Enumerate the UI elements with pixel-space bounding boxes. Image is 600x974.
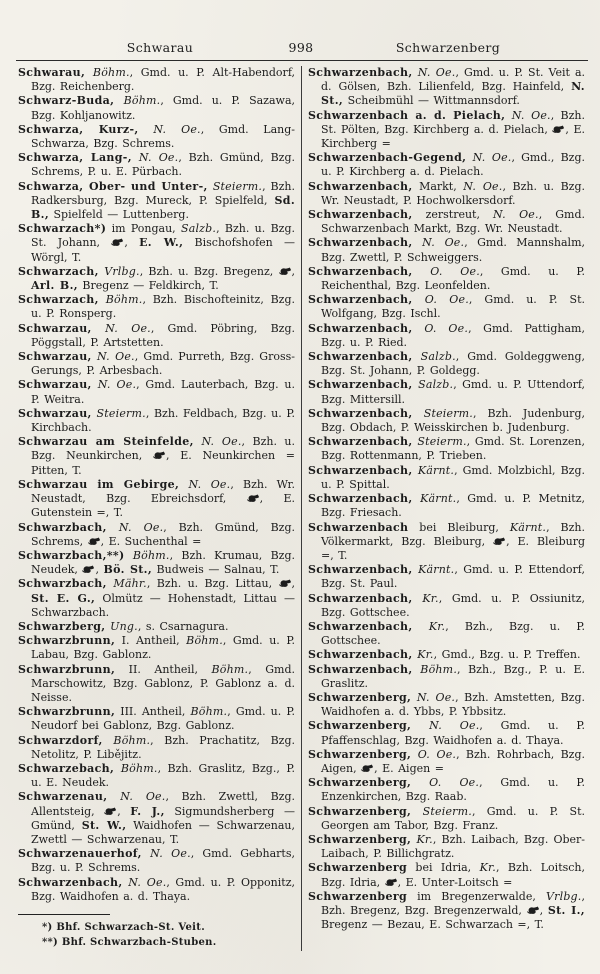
gazetteer-entry: Schwarzenberg, O. Oe., Bzh. Rohrbach, Bzg. Aigen, , E. Aigen = bbox=[308, 747, 585, 775]
gazetteer-entry: Schwarzenauerhof, N. Oe., Gmd. Gebharts, Bzg. u. P. Schrems. bbox=[18, 847, 295, 875]
gazetteer-entry: Schwarzebach, Böhm., Bzh. Graslitz, Bzg., P. u. E. Neudek. bbox=[18, 761, 295, 790]
header-right-keyword: Schwarzenberg bbox=[395, 40, 501, 55]
page-header bbox=[0, 0, 600, 58]
gazetteer-entry: Schwarzenberg bei Idria, Kr., Bzh. Loitsch, Bzg. Idria, , E. Unter-Loitsch = bbox=[308, 861, 586, 889]
gazetteer-entry: Schwarzenbach, N. Oe., Gmd. u. P. Opponitz, Bzg. Waidhofen a. d. Thaya. bbox=[18, 875, 295, 903]
column-divider bbox=[301, 66, 302, 951]
gazetteer-entry: Schwarzach, Böhm., Bzh. Bischofteinitz, Bzg. u. P. Ronsperg. bbox=[18, 293, 296, 321]
post-horn-icon bbox=[385, 876, 398, 890]
text-columns bbox=[0, 58, 600, 951]
gazetteer-entry: Schwarzenberg, Kr., Bzh. Laibach, Bzg. Ober-Laibach, P. Billichgratz. bbox=[308, 832, 585, 861]
gazetteer-entry: Schwarzdorf, Böhm., Bzh. Prachatitz, Bzg. Netolitz, P. Libějitz. bbox=[18, 733, 295, 761]
gazetteer-entry: Schwarzau im Gebirge, N. Oe., Bzh. Wr. Neustadt, Bzg. Ebreichsdorf, , E. Gutenstein =, T. bbox=[18, 477, 295, 520]
post-horn-icon bbox=[493, 535, 506, 549]
gazetteer-entry: Schwarzau, N. Oe., Gmd. Lauterbach, Bzg. u. P. Weitra. bbox=[18, 378, 295, 406]
gazetteer-entry: Schwarzenberg, Steierm., Gmd. u. P. St. Georgen am Tabor, Bzg. Franz. bbox=[308, 804, 585, 832]
gazetteer-entry: Schwarzenbach, N. Oe., Gmd. u. P. St. Veit a. d. Gölsen, Bzh. Lilienfeld, Bzg. Hainfeld, N. St., Scheibmühl — Wittmannsdorf. bbox=[308, 66, 585, 108]
entries-left bbox=[18, 66, 295, 904]
post-horn-icon bbox=[82, 563, 95, 577]
post-horn-icon bbox=[279, 265, 292, 279]
post-horn-icon bbox=[104, 805, 117, 819]
gazetteer-entry: Schwarzenbach, Salzb., Gmd. u. P. Uttendorf, Bzg. Mittersill. bbox=[308, 378, 586, 406]
gazetteer-entry: Schwarzbrunn, II. Antheil, Böhm., Gmd. Marschowitz, Bzg. Gablonz, P. Gablonz a. d. Neisse. bbox=[18, 662, 295, 704]
post-horn-icon bbox=[153, 449, 166, 463]
gazetteer-entry: Schwarzenberg im Bregenzerwalde, Vrlbg., Bzh. Bregenz, Bzg. Bregenzerwald, , St. I., Bregenz — Bezau, E. Schwarzach =, T. bbox=[308, 889, 585, 932]
post-horn-icon bbox=[527, 904, 540, 918]
footnote: **) Bhf. Schwarzbach-Stuben. bbox=[42, 937, 217, 949]
gazetteer-entry: Schwarzenbach, Steierm., Bzh. Judenburg, Bzg. Obdach, P. Weisskirchen b. Judenburg. bbox=[308, 406, 585, 435]
gazetteer-entry: Schwarza, Kurz-, N. Oe., Gmd. Lang-Schwarza, Bzg. Schrems. bbox=[18, 122, 295, 151]
gazetteer-entry: Schwarzenbach, O. Oe., Gmd. u. P. Reichenthal, Bzg. Leonfelden. bbox=[308, 264, 585, 293]
post-horn-icon bbox=[361, 762, 374, 776]
gazetteer-entry: Schwarza, Lang-, N. Oe., Bzh. Gmünd, Bzg. Schrems, P. u. E. Pürbach. bbox=[18, 151, 295, 179]
gazetteer-entry: Schwarzenau, N. Oe., Bzh. Zwettl, Bzg. Allentsteig, , F. J., Sigmundsherberg — Gmünd, St. W., Waidhofen — Schwarzenau, Zwettl — Schwarzenau, T. bbox=[18, 790, 296, 846]
gazetteer-entry: Schwarzenbach, Salzb., Gmd. Goldeggweng, Bzg. St. Johann, P. Goldegg. bbox=[308, 350, 585, 378]
gazetteer-entry: Schwarzenbach, Kr., Gmd. u. P. Ossiunitz, Bzg. Gottschee. bbox=[308, 591, 585, 619]
gazetteer-entry: Schwarzbach,**) Böhm., Bzh. Krumau, Bzg. Neudek, , Bö. St., Budweis — Salnau, T. bbox=[18, 548, 295, 577]
gazetteer-entry: Schwarzbach, Mähr., Bzh. u. Bzg. Littau, , St. E. G., Olmütz — Hohenstadt, Littau — Schwarzbach. bbox=[18, 577, 295, 619]
gazetteer-entry: Schwarzenbach, Kr., Gmd., Bzg. u. P. Treffen. bbox=[308, 648, 581, 662]
column-right bbox=[308, 66, 585, 951]
gazetteer-entry: Schwarzbach, N. Oe., Bzh. Gmünd, Bzg. Schrems, , E. Suchenthal = bbox=[18, 520, 295, 548]
gazetteer-entry: Schwarzenbach, Böhm., Bzh., Bzg., P. u. E. Graslitz. bbox=[308, 662, 585, 690]
gazetteer-entry: Schwarzenbach bei Bleiburg, Kärnt., Bzh. Völkermarkt, Bzg. Bleiburg, , E. Bleiburg =, T. bbox=[308, 520, 585, 562]
footnote-rule bbox=[18, 914, 110, 915]
footnote-block bbox=[18, 914, 295, 951]
footnote: *) Bhf. Schwarzach-St. Veit. bbox=[42, 921, 205, 933]
gazetteer-entry: Schwarzenbach-Gegend, N. Oe., Gmd., Bzg. u. P. Kirchberg a. d. Pielach. bbox=[308, 151, 585, 179]
gazetteer-entry: Schwarzau, Steierm., Bzh. Feldbach, Bzg. u. P. Kirchbach. bbox=[18, 406, 295, 435]
gazetteer-entry: Schwarzenbach, Kärnt., Gmd. u. P. Ettendorf, Bzg. St. Paul. bbox=[308, 563, 585, 591]
post-horn-icon bbox=[247, 492, 260, 506]
gazetteer-entry: Schwarz-Buda, Böhm., Gmd. u. P. Sazawa, Bzg. Kohljanowitz. bbox=[18, 94, 295, 122]
gazetteer-entry: Schwarzenbach a. d. Pielach, N. Oe., Bzh. St. Pölten, Bzg. Kirchberg a. d. Pielach, , E. Kirchberg = bbox=[308, 108, 585, 151]
page-number: 998 bbox=[288, 40, 314, 55]
gazetteer-entry: Schwarzau, N. Oe., Gmd. Pöbring, Bzg. Pöggstall, P. Artstetten. bbox=[18, 321, 295, 349]
gazetteer-entry: Schwarza, Ober- und Unter-, Steierm., Bzh. Radkersburg, Bzg. Mureck, P. Spielfeld, Sd. B., Spielfeld — Luttenberg. bbox=[18, 179, 296, 222]
gazetteer-entry: Schwarzenbach, O. Oe., Gmd. Pattigham, Bzg. u. P. Ried. bbox=[308, 321, 585, 349]
gazetteer-entry: Schwarzenbach, Kärnt., Gmd. Molzbichl, Bzg. u. P. Spittal. bbox=[308, 463, 585, 491]
gazetteer-entry: Schwarzenbach, N. Oe., Gmd. Mannshalm, Bzg. Zwettl, P. Schweiggers. bbox=[308, 236, 585, 264]
post-horn-icon bbox=[111, 236, 124, 250]
post-horn-icon bbox=[552, 123, 565, 137]
gazetteer-entry: Schwarau, Böhm., Gmd. u. P. Alt-Habendorf, Bzg. Reichenberg. bbox=[18, 66, 295, 94]
gazetteer-entry: Schwarzenberg, O. Oe., Gmd. u. P. Enzenkirchen, Bzg. Raab. bbox=[308, 776, 585, 804]
post-horn-icon bbox=[279, 577, 292, 591]
gazetteer-entry: Schwarzach, Vrlbg., Bzh. u. Bzg. Bregenz, , Arl. B., Bregenz — Feldkirch, T. bbox=[18, 264, 296, 293]
gazetteer-entry: Schwarzenbach, zerstreut, N. Oe., Gmd. Schwarzenbach Markt, Bzg. Wr. Neustadt. bbox=[308, 208, 585, 236]
column-left bbox=[18, 66, 295, 951]
gazetteer-entry: Schwarzenberg, N. Oe., Gmd. u. P. Pfaffenschlag, Bzg. Waidhofen a. d. Thaya. bbox=[308, 719, 585, 747]
gazetteer-entry: Schwarzenbach, O. Oe., Gmd. u. P. St. Wolfgang, Bzg. Ischl. bbox=[308, 293, 585, 321]
gazetteer-entry: Schwarzenbach, Steierm., Gmd. St. Lorenzen, Bzg. Rottenmann, P. Trieben. bbox=[308, 435, 585, 463]
entries-right bbox=[308, 66, 585, 932]
post-horn-icon bbox=[88, 535, 101, 549]
gazetteer-entry: Schwarzach*) im Pongau, Salzb., Bzh. u. Bzg. St. Johann, , E. W., Bischofshofen — Wörgl, T. bbox=[18, 222, 295, 264]
gazetteer-entry: Schwarzenberg, N. Oe., Bzh. Amstetten, Bzg. Waidhofen a. d. Ybbs, P. Ybbsitz. bbox=[308, 690, 586, 719]
gazetteer-entry: Schwarzbrunn, III. Antheil, Böhm., Gmd. u. P. Neudorf bei Gablonz, Bzg. Gablonz. bbox=[18, 705, 295, 733]
gazetteer-entry: Schwarzenbach, Markt, N. Oe., Bzh. u. Bzg. Wr. Neustadt, P. Hochwolkersdorf. bbox=[308, 179, 586, 207]
gazetteer-entry: Schwarzbrunn, I. Antheil, Böhm., Gmd. u. P. Labau, Bzg. Gablonz. bbox=[18, 634, 295, 662]
gazetteer-entry: Schwarzau am Steinfelde, N. Oe., Bzh. u. Bzg. Neunkirchen, , E. Neunkirchen = Pitten, T. bbox=[18, 435, 295, 477]
gazetteer-entry: Schwarzau, N. Oe., Gmd. Purreth, Bzg. Gross-Gerungs, P. Arbesbach. bbox=[18, 350, 295, 378]
header-left-keyword: Schwarau bbox=[126, 40, 194, 55]
gazetteer-entry: Schwarzberg, Ung., s. Csarnagura. bbox=[18, 619, 229, 633]
gazetteer-entry: Schwarzenbach, Kärnt., Gmd. u. P. Metnitz, Bzg. Friesach. bbox=[308, 492, 585, 520]
gazetteer-entry: Schwarzenbach, Kr., Bzh., Bzg. u. P. Gottschee. bbox=[308, 619, 586, 648]
